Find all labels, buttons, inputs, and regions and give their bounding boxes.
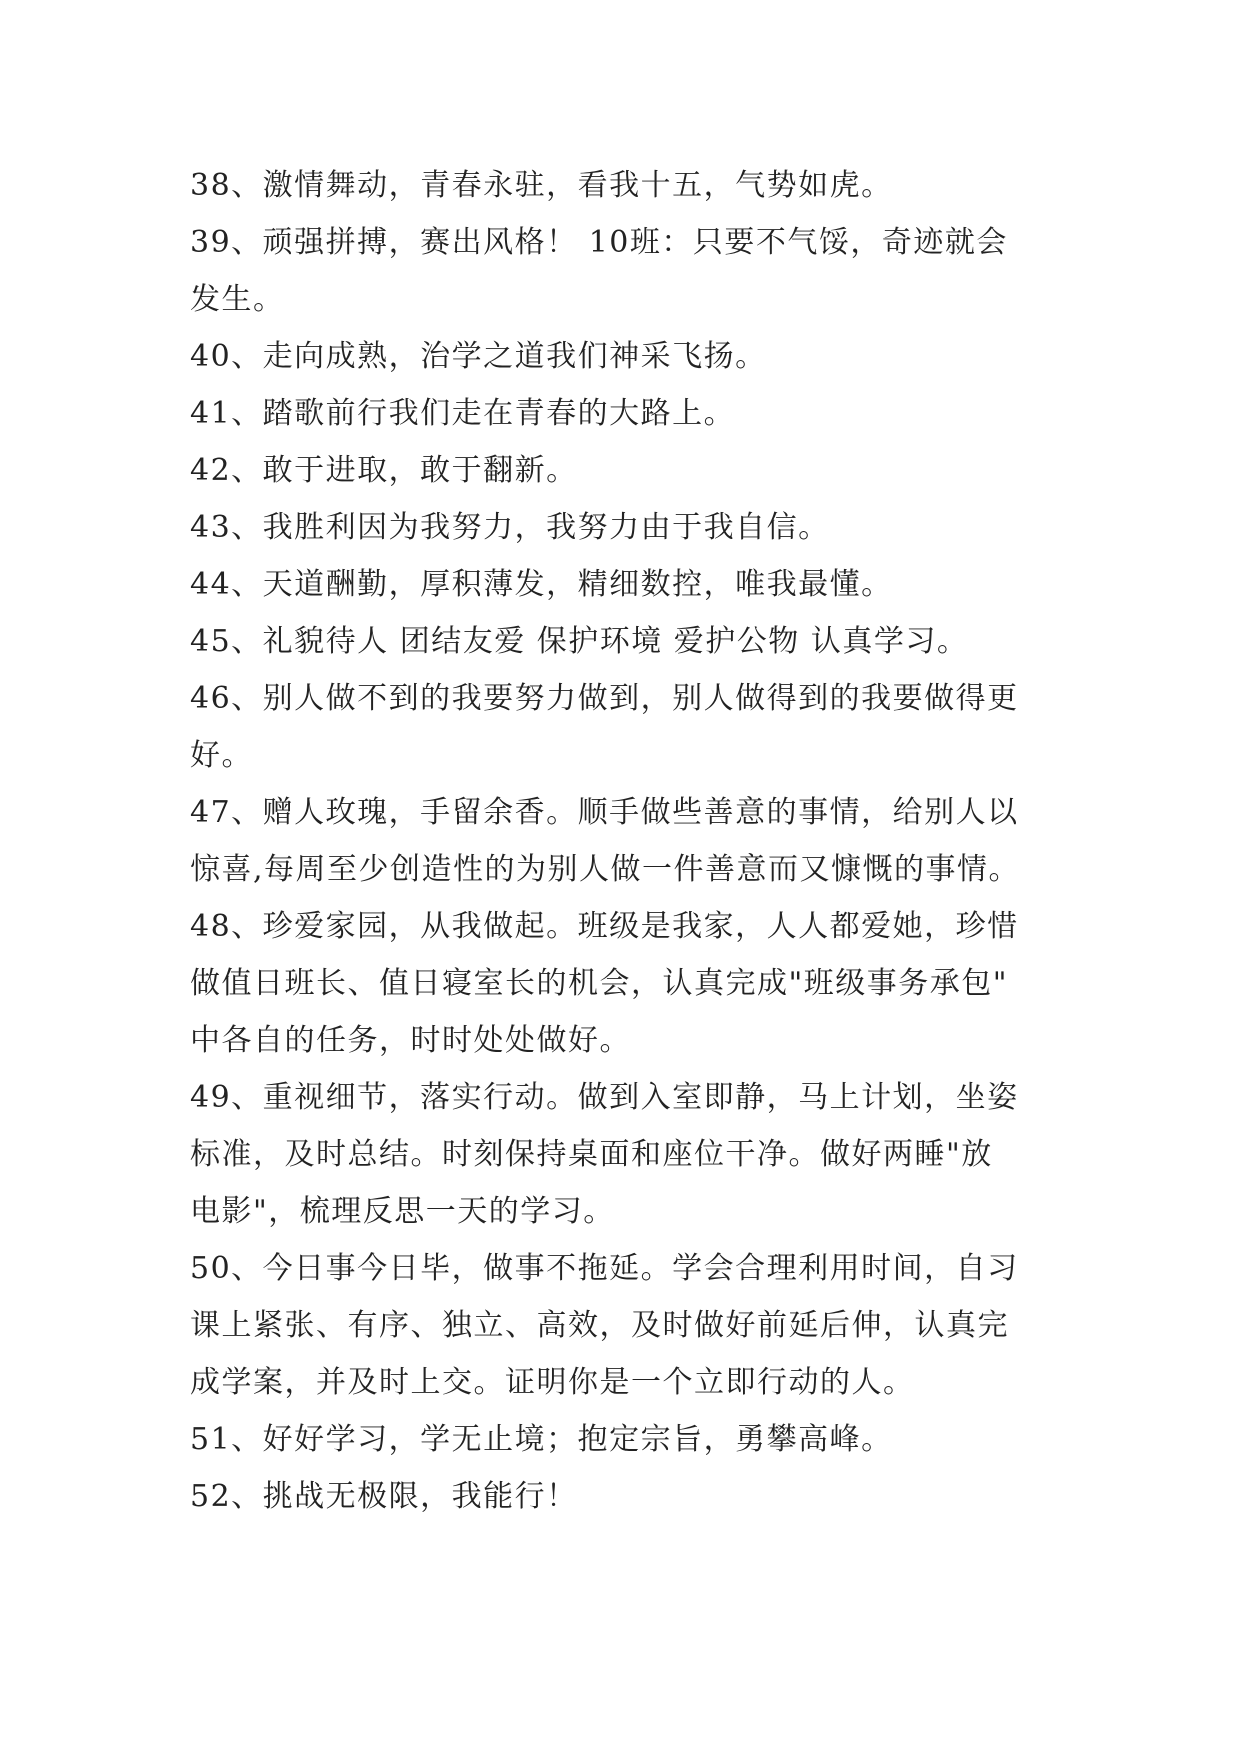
text-line: 成学案，并及时上交。证明你是一个立即行动的人。 [190, 1365, 915, 1400]
text-line: 39、顽强拼搏，赛出风格！ 10班：只要不气馁，奇迹就会 [190, 225, 1008, 260]
text-line: 课上紧张、有序、独立、高效，及时做好前延后伸，认真完 [190, 1308, 1009, 1343]
text-line: 44、天道酬勤，厚积薄发，精细数控，唯我最懂。 [190, 567, 893, 602]
text-line: 40、走向成熟，治学之道我们神采飞扬。 [190, 339, 767, 374]
text-line: 49、重视细节，落实行动。做到入室即静，马上计划，坐姿 [190, 1080, 1019, 1115]
text-line: 惊喜,每周至少创造性的为别人做一件善意而又慷慨的事情。 [190, 852, 1021, 887]
text-line: 中各自的任务，时时处处做好。 [190, 1023, 631, 1058]
text-line: 46、别人做不到的我要努力做到，别人做得到的我要做得更 [190, 681, 1019, 716]
text-line: 标准，及时总结。时刻保持桌面和座位干净。做好两睡"放 [190, 1137, 993, 1172]
text-line: 51、好好学习，学无止境；抱定宗旨，勇攀高峰。 [190, 1422, 893, 1457]
text-line: 47、赠人玫瑰，手留余香。顺手做些善意的事情，给别人以 [190, 795, 1019, 830]
document-body [190, 157, 1052, 1525]
text-line: 50、今日事今日毕，做事不拖延。学会合理利用时间，自习 [190, 1251, 1019, 1286]
text-line: 电影"，梳理反思一天的学习。 [190, 1194, 615, 1229]
text-line: 42、敢于进取，敢于翻新。 [190, 453, 578, 488]
text-line: 45、礼貌待人 团结友爱 保护环境 爱护公物 认真学习。 [190, 624, 969, 659]
text-line: 52、挑战无极限，我能行！ [190, 1479, 578, 1514]
text-line: 好。 [190, 738, 253, 773]
text-line: 38、激情舞动，青春永驻，看我十五，气势如虎。 [190, 168, 893, 203]
text-line: 做值日班长、值日寝室长的机会，认真完成"班级事务承包" [190, 966, 1009, 1001]
text-line: 41、踏歌前行我们走在青春的大路上。 [190, 396, 736, 431]
text-line: 48、珍爱家园，从我做起。班级是我家，人人都爱她，珍惜 [190, 909, 1019, 944]
text-line: 发生。 [190, 282, 285, 317]
text-line: 43、我胜利因为我努力，我努力由于我自信。 [190, 510, 830, 545]
